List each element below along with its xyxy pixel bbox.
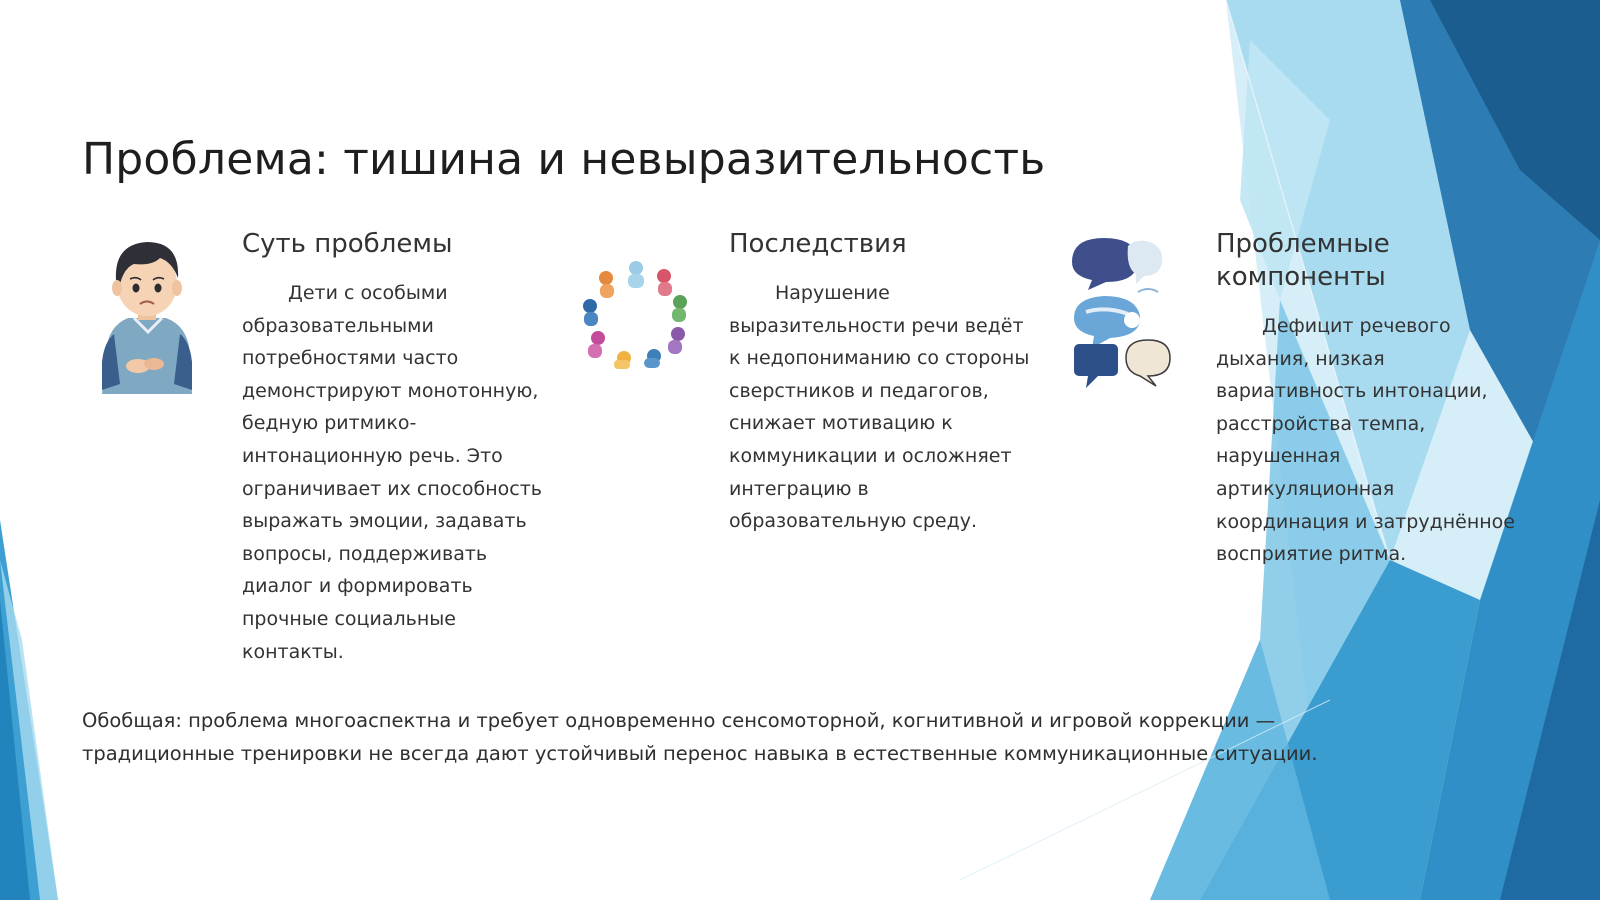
column-consequences — [729, 228, 1039, 538]
column-heading: Последствия — [729, 229, 907, 259]
column-problem-essence — [242, 228, 552, 668]
column-problem-components — [1216, 228, 1516, 571]
column-text: Нарушение выразительности речи ведёт к недопониманию со стороны сверстников и педагогов, снижает мотивацию к коммуникации и осложняет интеграцию в образовательную среду. — [729, 282, 1030, 533]
column-heading: Проблемные компоненты — [1216, 229, 1390, 292]
sad-child-icon — [94, 234, 200, 398]
children-circle-icon — [580, 258, 692, 370]
summary-text: Обобщая: проблема многоаспектна и требует одновременно сенсомоторной, когнитивной и игровой коррекции — традиционные тренировки не всегда дают устойчивый перенос навыка в естественные коммуникационные ситуации. — [82, 709, 1318, 765]
speech-bubbles-icon — [1066, 232, 1178, 392]
slide-title: Проблема: тишина и невыразительность — [82, 134, 1046, 185]
column-heading: Суть проблемы — [242, 229, 453, 259]
column-text: Дефицит речевого дыхания, низкая вариативность интонации, расстройства темпа, нарушенная артикуляционная координация и затруднённое восприятие ритма. — [1216, 315, 1515, 566]
column-text: Дети с особыми образовательными потребностями часто демонстрируют монотонную, бедную ритмико-интонационную речь. Это ограничивает их способность выражать эмоции, задавать вопросы, поддерживать диалог и формировать прочные социальные контакты. — [242, 282, 542, 663]
